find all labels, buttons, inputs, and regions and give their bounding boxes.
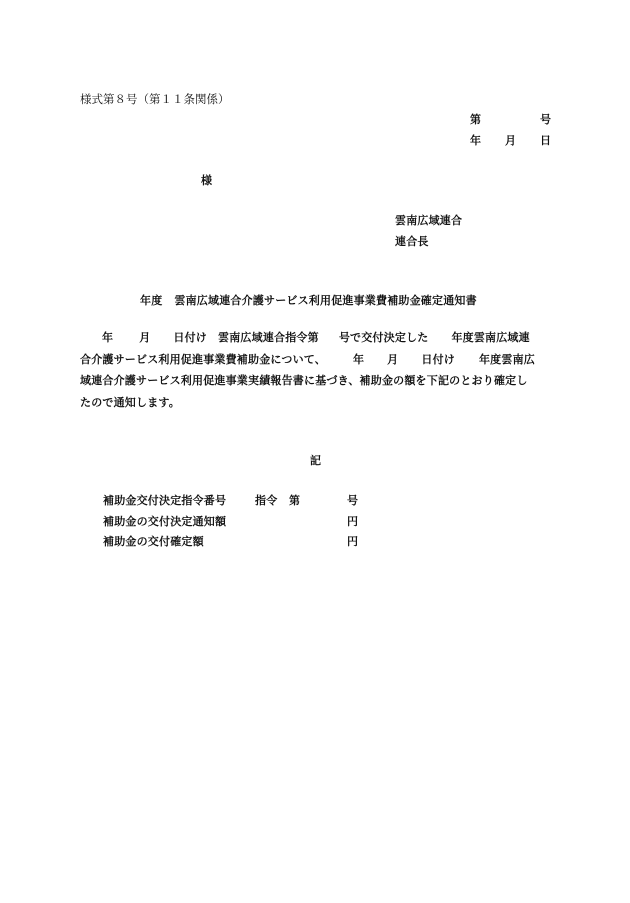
issuer-title: 連合長 bbox=[395, 235, 429, 248]
form-number: 様式第８号（第１１条関係） bbox=[80, 92, 230, 106]
body-paragraph bbox=[80, 327, 552, 413]
date-month: 月 bbox=[505, 134, 517, 147]
item-mid: 第 bbox=[289, 494, 301, 507]
number-suffix: 号 bbox=[540, 113, 552, 126]
item-label: 補助金の交付決定通知額 bbox=[103, 515, 227, 528]
item-unit: 円 bbox=[347, 535, 359, 548]
date-year: 年 bbox=[470, 134, 482, 147]
issuer-organization: 雲南広域連合 bbox=[395, 214, 463, 227]
body-line: たので通知します。 bbox=[80, 395, 180, 409]
body-line: 年 月 日付け 雲南広域連合指令第 号で交付決定した 年度雲南広域連 bbox=[102, 331, 530, 344]
item-prefix: 指令 bbox=[255, 494, 278, 507]
item-label: 補助金の交付確定額 bbox=[103, 535, 204, 548]
body-line: 合介護サービス利用促進事業費補助金について、 年 月 日付け 年度雲南広 bbox=[80, 352, 535, 366]
title-text: 雲南広域連合介護サービス利用促進事業費補助金確定通知書 bbox=[174, 294, 477, 307]
item-unit: 円 bbox=[347, 515, 359, 528]
title-fiscal-year: 年度 bbox=[140, 294, 163, 307]
body-line: 域連合介護サービス利用促進事業実績報告書に基づき、補助金の額を下記のとおり確定し bbox=[80, 374, 528, 387]
item-unit: 号 bbox=[347, 494, 359, 507]
document-title bbox=[140, 292, 477, 308]
addressee-honorific: 様 bbox=[201, 174, 213, 187]
date-day: 日 bbox=[540, 134, 552, 147]
ki-heading: 記 bbox=[310, 454, 322, 467]
item-label: 補助金交付決定指令番号 bbox=[103, 494, 227, 507]
number-prefix: 第 bbox=[470, 113, 482, 126]
